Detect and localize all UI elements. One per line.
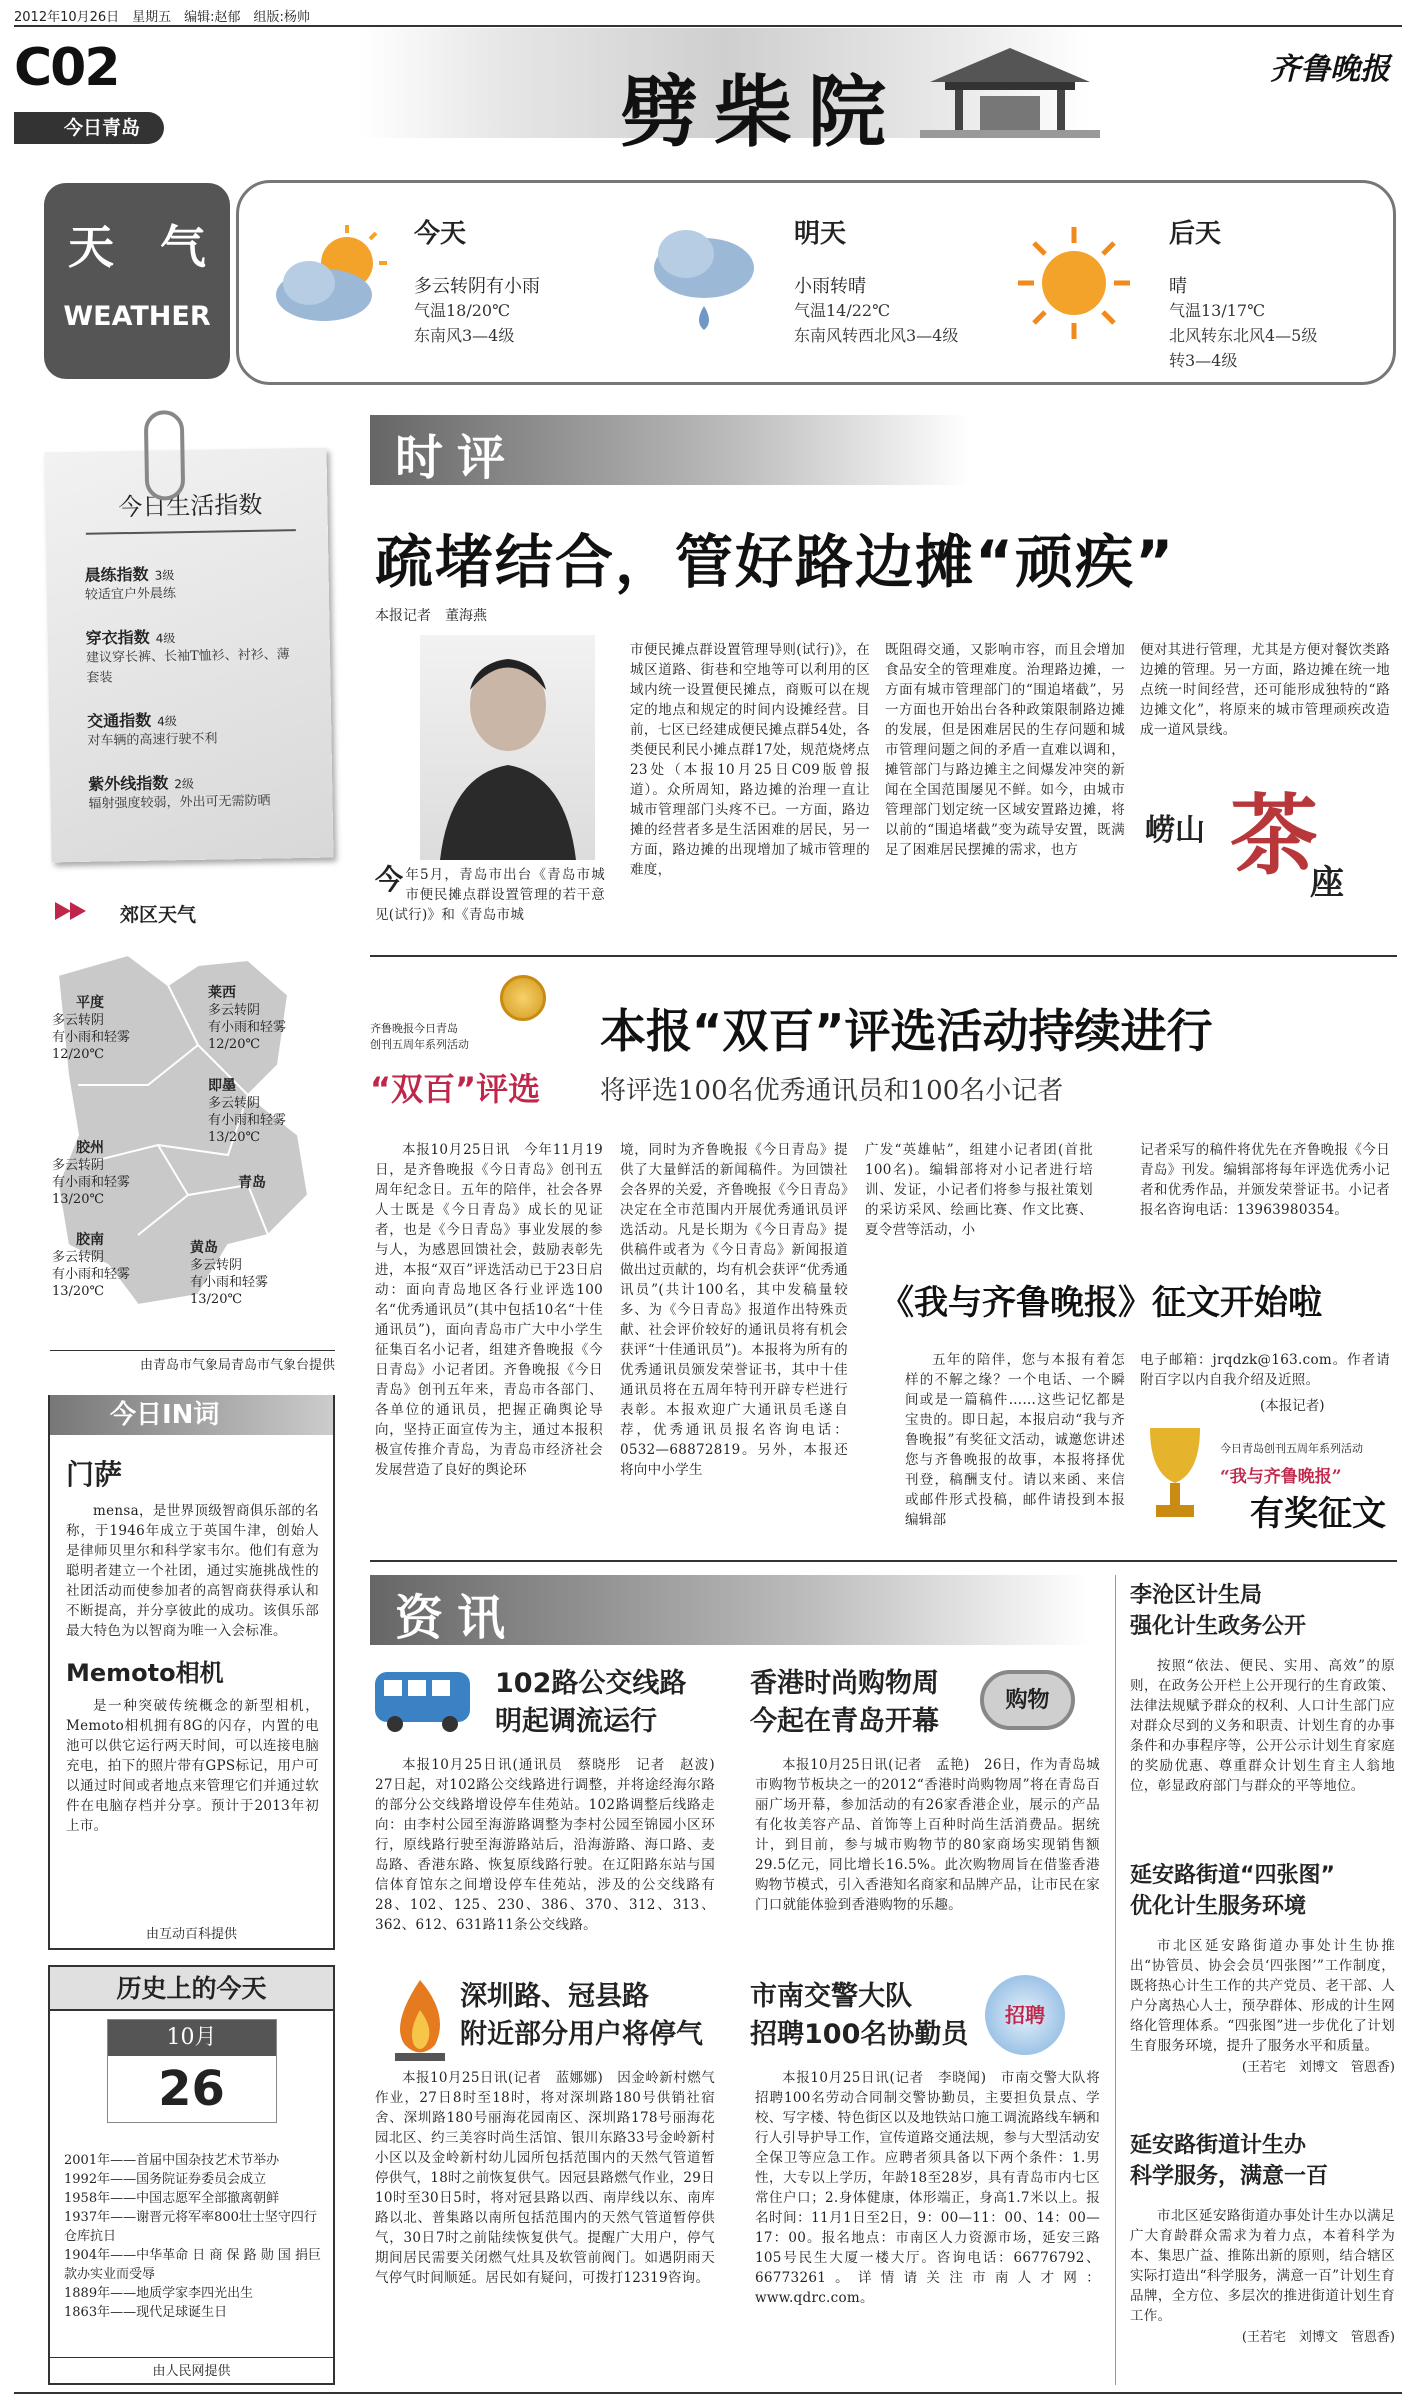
badge-main: “双百”评选: [370, 1070, 541, 1108]
commentary-col-1: [375, 865, 605, 925]
life-index-list: [84, 559, 332, 815]
commentary-byline: 本报记者 董海燕: [375, 608, 487, 624]
badge-line-1: 齐鲁晚报今日青岛: [370, 1022, 458, 1035]
sun-icon: [1014, 223, 1134, 343]
flame-icon: [380, 1975, 460, 2065]
index-level: 2级: [174, 776, 195, 792]
news-title-line: 今起在青岛开幕: [750, 1706, 939, 1737]
region-line: 有小雨和轻雾: [190, 1275, 269, 1290]
paper-name: 齐鲁晚报: [1270, 52, 1390, 87]
recruit-icon: 招聘: [985, 1975, 1065, 2055]
forecast-temp: 气温13/17℃: [1169, 301, 1266, 320]
weather-badge-en: WEATHER: [63, 301, 211, 332]
side-news-title: 李沧区计生局: [1130, 1583, 1263, 1608]
essay-col-2: 电子邮箱：jrqdzk@163.com。作者请附百字以内自我介绍及近照。: [1140, 1352, 1390, 1388]
history-event: 2001年——首届中国杂技艺术节举办: [64, 2153, 280, 2168]
essay-badge: [1140, 1418, 1395, 1548]
shuangbai-col-4: 记者采写的稿件将优先在齐鲁晚报《今日青岛》刊发。编辑部将每年评选优秀小记者和优秀作品，并颁发荣誉证书。小记者报名咨询电话：13963980354。: [1140, 1142, 1390, 1218]
index-desc: 辐射强度较弱，外出可无需防晒: [88, 793, 271, 812]
news-title-line: 招聘100名协勤员: [750, 2019, 969, 2050]
forecast-desc: 晴: [1169, 276, 1187, 297]
right-news-3: [1130, 2130, 1395, 2345]
region-line: 有小雨和轻雾: [208, 1020, 287, 1035]
reporter-photo: [420, 635, 595, 860]
commentary-section-label: 时评: [395, 430, 520, 486]
history-event: 1958年——中国志愿军全部撤离朝鲜: [64, 2191, 280, 2206]
shuangbai-badge: [370, 970, 570, 1110]
news-title-line: 市南交警大队: [750, 1981, 912, 2012]
history-events: [64, 2151, 323, 2322]
news-section-label: 资讯: [395, 1590, 520, 1646]
pavilion-illustration: [920, 30, 1100, 138]
shopping-icon: 购物: [980, 1670, 1075, 1730]
divider: [370, 1560, 1397, 1562]
region-name: 胶州: [76, 1140, 104, 1156]
suburb-arrow-icon-2: [70, 902, 86, 920]
suburb-region: [52, 995, 130, 1063]
side-news-title: 强化计生政务公开: [1130, 1614, 1307, 1639]
commentary-col-3: 既阻碍交通，又影响市容，而且会增加食品安全的管理难度。治理路边摊，一方面有城市管理部门的“围追堵截”，另一方面也开始出台各种政策限制路边摊的发展，但是困难居民的生存问题和城市管理问题之间的矛盾一直难以调和，摊管部门与路边摊主之间爆发冲突的新闻在全国范围屡见不鲜。如今，由城市管理部门划定统一区域安置路边摊，将以前的“围追堵截”变为疏导安置，既满足了困难居民摆摊的需求，也方: [885, 642, 1125, 858]
forecast-wind: 北风转东北风4—5级: [1169, 326, 1318, 345]
weather-badge: [44, 183, 230, 379]
commentary-col-1-text: 年5月，青岛市出台《青岛市城市便民摊点群设置管理的若干意见(试行)》和《青岛市城: [375, 867, 605, 923]
suburb-region: [190, 1240, 268, 1308]
right-news-2: [1130, 1860, 1395, 2075]
trophy-icon: [1140, 1418, 1210, 1528]
essay-credit: (本报记者): [1260, 1398, 1325, 1414]
side-news-body: 按照“依法、便民、实用、高效”的原则，在政务公开栏上公开现行的生育政策、法律法规赋予群众的权利、人口计生部门应对群众尽到的义务和职责、计划生育的办事条件和办事程序等，公开公示计划生育家庭的奖励优惠、尊重群众计划生育主人翁地位，彰显政府部门与群众的平等地位。: [1130, 1658, 1395, 1794]
suburb-region: [208, 1078, 286, 1146]
side-news-credit: (王若宅 刘博文 管恩香): [1241, 2060, 1395, 2075]
history-title: 历史上的今天: [50, 1967, 333, 2011]
region-name: 黄岛: [190, 1240, 218, 1256]
life-index-item: [88, 768, 304, 815]
side-news-title: 科学服务，满意一百: [1130, 2164, 1329, 2189]
reporter-portrait-icon: [420, 635, 595, 860]
news-3-title: [460, 1978, 703, 2054]
vertical-divider: [1115, 1575, 1116, 2385]
cloud-sun-icon: [269, 223, 399, 333]
news-1-body: 本报10月25日讯(通讯员 蔡晓彤 记者 赵波) 27日起，对102路公交线路进行调整，并将途经海尔路的部分公交线路增设停车佳苑站。102路调整后线路走向：由李村公园至海游路调整为李村公园至锦园小区环行，原线路行驶至海游路站后，沿海游路、海口路、麦岛路、香港东路、恢复原线路行驶。在辽阳路东站与国信体育馆东之间增设停车佳苑站，涉及的公交线路有28、102、125、230、386、370、312、313、362、612、631路11条公交线路。: [375, 1757, 729, 1933]
news-section-band: [370, 1575, 1090, 1645]
history-credit: 由人民网提供: [50, 2357, 333, 2379]
section-tag: 今日青岛: [14, 112, 164, 144]
region-line: 多云转阴: [208, 1096, 261, 1111]
index-name: 穿衣指数: [85, 627, 150, 648]
essay-headline: 《我与齐鲁晚报》征文开始啦: [880, 1283, 1322, 1323]
shuangbai-col-1: 本报10月25日讯 今年11月19日，是齐鲁晚报《今日青岛》创刊五周年纪念日。五年的陪伴，社会各界人士既是《今日青岛》成长的见证者，也是《今日青岛》事业发展的参与人，为感恩回馈社会，鼓励表彰先进，本报“双百”评选活动已于23日启动：面向青岛地区各行业评选100名“优秀通讯员”(其中包括10名“十佳通讯员”)，面向青岛市广大中小学生征集百名小记者，组建齐鲁晚报《今日青岛》小记者团。齐鲁晚报《今日青岛》创刊五年来，青岛市各部门、各单位的通讯员，把握正确舆论导向，坚持正面宣传为主，通过本报积极宣传推介青岛，为青岛市经济社会发展营造了良好的舆论环: [375, 1142, 603, 1478]
region-name: 平度: [76, 995, 104, 1011]
commentary-headline: 疏堵结合，管好路边摊“顽疾”: [375, 528, 1176, 596]
shuangbai-col-2: 境，同时为齐鲁晚报《今日青岛》提供了大量鲜活的新闻稿件。为回馈社会各界的关爱，齐鲁晚报《今日青岛》决定在全市范围内开展优秀通讯员评选活动。凡是长期为《今日青岛》提供稿件或者为《今日青岛》新闻报道做出过贡献的，均有机会获评“优秀通讯员”(共计100名，其中发稿量较多、为《今日青岛》报道作出特殊贡献、社会评价较好的通讯员将有机会获评“十佳通讯员”)。本报将为所有的优秀通讯员颁发荣誉证书，其中十佳通讯员将在五周年特刊开辟专栏进行表彰。本报欢迎广大通讯员毛遂自荐，优秀通讯员报名咨询电话：0532—68872819。另外，本报还将向中小学生: [620, 1142, 849, 1478]
life-index-card: [44, 448, 333, 863]
region-line: 13/20℃: [52, 1192, 105, 1207]
suburb-region: [208, 985, 286, 1053]
bus-icon: [370, 1660, 475, 1740]
shuangbai-col-3: 广发“英雄帖”，组建小记者团(首批100名)。编辑部将对小记者进行培训、发证，小记者们将参与报社策划的采访采风、绘画比赛、作文比赛、夏令营等活动，小: [865, 1142, 1093, 1238]
history-event: 1937年——谢晋元将军率800壮士坚守四行仓库抗日: [64, 2210, 317, 2244]
forecast-temp: 气温14/22℃: [794, 301, 891, 320]
commentary-col-4: 便对其进行管理，尤其是方便对餐饮类路边摊的管理。另一方面，路边摊在统一地点统一时间经营，还可能形成独特的“路边摊文化”，将原来的城市管理顽疾改造成一道风景线。: [1140, 642, 1390, 738]
suburb-credit: 由青岛市气象局青岛市气象台提供: [50, 1350, 335, 1373]
side-news-body: 市北区延安路街道办事处计生办以满足广大育龄群众需求为着力点，本着科学为本、集思广益、推陈出新的原则，结合辖区实际打造出“科学服务，满意一百”计划生育品牌，全方位、多层次的推进街道计划生育工作。: [1130, 2208, 1395, 2324]
region-line: 多云转阴: [52, 1013, 105, 1028]
in-words-credit: 由互动百科提供: [145, 1927, 237, 1942]
life-index-title: 今日生活指数: [85, 484, 296, 535]
masthead-rule: [14, 25, 1402, 27]
bottom-rule: [14, 2392, 1402, 2394]
index-level: 3级: [154, 568, 175, 583]
forecast-today: [414, 213, 674, 363]
in-word-1-text: mensa，是世界顶级智商俱乐部的名称，于1946年成立于英国牛津，创始人是律师贝里尔和科学家韦尔。他们有意为聪明者建立一个社团，通过实施挑战性的社团活动而使参加者的高智商获得承认和不断提高，并分享彼此的成功。该俱乐部最大特色为以智商为唯一入会标准。: [66, 1503, 319, 1639]
region-line: 13/20℃: [190, 1292, 243, 1307]
in-words-title: 今日IN词: [50, 1395, 333, 1435]
medal-icon: [500, 975, 546, 1021]
suburb-title: 郊区天气: [120, 904, 197, 926]
region-line: 12/20℃: [52, 1047, 105, 1062]
region-line: 有小雨和轻雾: [208, 1113, 287, 1128]
forecast-day-label: 今天: [414, 219, 467, 249]
region-name: 莱西: [208, 985, 236, 1001]
region-line: 多云转阴: [190, 1258, 243, 1273]
side-news-credit: (王若宅 刘博文 管恩香): [1241, 2330, 1395, 2345]
region-name: 胶南: [76, 1232, 104, 1248]
essay-badge-line: 今日青岛创刊五周年系列活动: [1220, 1442, 1363, 1455]
calendar-page: [107, 2019, 277, 2123]
shuangbai-headline: 本报“双百”评选活动持续进行: [600, 1004, 1213, 1058]
side-news-body: 市北区延安路街道办事处计生协推出“协管员、协会会员‘四张图’”工作制度，既将热心计生工作的共产党员、老干部、人户分离热心人士，预孕群体、形成的计生网络化管理体系。“四张图”进一步优化了计划生育服务环境，提升了服务水平和质量。: [1130, 1938, 1395, 2054]
date-line: 2012年10月26日 星期五 编辑:赵郁 组版:杨帅: [14, 10, 310, 25]
column-title: 劈柴院: [620, 67, 903, 158]
forecast-desc: 多云转阴有小雨: [414, 276, 540, 297]
forecast-desc: 小雨转晴: [794, 276, 866, 297]
forecast-day-label: 明天: [794, 219, 847, 249]
region-line: 13/20℃: [208, 1130, 261, 1145]
news-title-line: 附近部分用户将停气: [460, 2019, 703, 2050]
divider: [370, 955, 1397, 957]
region-name-qingdao: 青岛: [238, 1175, 266, 1191]
in-words-panel: [48, 1395, 335, 1950]
region-line: 多云转阴: [52, 1158, 105, 1173]
suburb-region: [52, 1140, 130, 1208]
news-4-body: 本报10月25日讯(记者 李晓闻) 市南交警大队将招聘100名劳动合同制交警协勤员，主要担负景点、学校、写字楼、特色街区以及地铁站口施工调流路线车辆和行人引导护导工作，宣传道路交通法规，参与大型活动安全保卫等应急工作。应聘者须具备以下两个条件：1.男性，大专以上学历，年龄18至28岁，具有青岛市内七区常住户口；2.身体健康，体形端正，身高1.7米以上。报名时间：11月1日至2日，9：00—11：00、14：00—17：00。报名地点：市南区人力资源市场，延安三路105号民生大厦一楼大厅。咨询电话：66776792、66773261。详情请关注市南人才网：www.qdrc.com。: [755, 2070, 1100, 2306]
history-event: 1889年——地质学家李四光出生: [64, 2286, 254, 2301]
index-name: 晨练指数: [84, 564, 149, 585]
essay-badge-main-2: 有奖征文: [1250, 1494, 1386, 1534]
badge-small-2: 座: [1310, 863, 1344, 903]
index-level: 4级: [155, 631, 176, 646]
forecast-temp: 气温18/20℃: [414, 301, 511, 320]
weather-forecast-box: [236, 180, 1396, 385]
life-index-item: [87, 705, 332, 752]
region-line: 有小雨和轻雾: [52, 1030, 131, 1045]
commentary-section-band: [370, 415, 970, 485]
news-title-line: 香港时尚购物周: [750, 1668, 939, 1699]
region-line: 13/20℃: [52, 1284, 105, 1299]
index-name: 紫外线指数: [88, 773, 169, 794]
forecast-day-after: [1169, 213, 1389, 370]
forecast-wind: 东南风3—4级: [414, 326, 515, 345]
region-line: 多云转阴: [52, 1250, 105, 1265]
paperclip-icon: [144, 410, 186, 501]
history-event: 1992年——国务院证券委员会成立: [64, 2172, 267, 2187]
weather-badge-cn: 天 气: [68, 220, 206, 274]
forecast-tomorrow: [794, 213, 1034, 363]
page-number: C02: [14, 38, 119, 98]
region-name: 即墨: [208, 1078, 236, 1094]
shuangbai-subhead: 将评选100名优秀通讯员和100名小记者: [600, 1076, 1064, 1106]
forecast-wind: 东南风转西北风3—4级: [794, 326, 959, 345]
in-word-2-text: 是一种突破传统概念的新型相机，Memoto相机拥有8G的闪存，内置的电池可以供它运行两天时间，可以连接电脑充电，拍下的照片带有GPS标记，用户可以通过时间或者地点来管理它们并通过软件在电脑存档并分享。预计于2013年初上市。: [66, 1698, 319, 1834]
calendar-month: 10月: [108, 2020, 276, 2056]
laoshan-tea-badge: [1145, 785, 1385, 920]
news-title-line: 深圳路、冠县路: [460, 1981, 649, 2012]
forecast-wind-2: 转3—4级: [1169, 351, 1238, 370]
badge-big: 茶: [1230, 783, 1319, 887]
index-desc: 对车辆的高速行驶不利: [87, 731, 218, 749]
news-4-title: [750, 1978, 968, 2054]
suburb-region: [52, 1232, 130, 1300]
rain-cloud-icon: [644, 218, 764, 348]
news-title-line: 明起调流运行: [495, 1706, 657, 1737]
index-name: 交通指数: [86, 710, 152, 731]
in-word-1: 门萨: [66, 1458, 123, 1491]
region-line: 有小雨和轻雾: [52, 1175, 131, 1190]
index-desc: 建议穿长裤、长袖T恤衫、衬衫、薄套装: [85, 647, 290, 686]
side-news-title: 延安路街道“四张图”: [1130, 1863, 1335, 1888]
news-1-title: [495, 1665, 686, 1741]
badge-line-2: 创刊五周年系列活动: [370, 1038, 469, 1051]
essay-badge-main-1: “我与齐鲁晚报”: [1220, 1467, 1342, 1487]
suburb-arrow-icon: [55, 902, 71, 920]
life-index-item: [85, 622, 301, 689]
side-news-title: 延安路街道计生办: [1130, 2133, 1307, 2158]
side-news-title: 优化计生服务环境: [1130, 1894, 1307, 1919]
drop-cap: 今: [375, 863, 404, 896]
right-news-1: [1130, 1580, 1395, 1796]
index-desc: 较适宜户外晨练: [84, 586, 177, 603]
badge-small: 崂山: [1145, 813, 1205, 848]
news-title-line: 102路公交线路: [495, 1668, 687, 1699]
in-word-2: Memoto相机: [66, 1659, 224, 1687]
history-event: 1863年——现代足球诞生日: [64, 2305, 228, 2320]
index-level: 4级: [157, 714, 177, 729]
news-2-body: 本报10月25日讯(记者 孟艳) 26日，作为青岛城市购物节板块之一的2012“香港时尚购物周”将在青岛百丽广场开幕，参加活动的有26家香港企业，展示的产品有化妆美容产品、首饰等上百种时尚生活消费品。据统计，到目前，参与城市购物节的80家商场实现销售额29.5亿元，同比增长16.5%。此次购物周旨在借鉴香港购物节模式，引入香港知名商家和品牌产品，让市民在家门口就能体验到香港购物的乐趣。: [755, 1757, 1100, 1913]
forecast-day-label: 后天: [1169, 219, 1222, 249]
news-2-title: [750, 1665, 939, 1741]
history-event: 1904年——中华革命 日 商 保 路 勋 国 捐巨款办实业而受辱: [64, 2248, 322, 2282]
calendar-day: 26: [158, 2061, 225, 2117]
region-line: 12/20℃: [208, 1037, 261, 1052]
life-index-item: [84, 559, 329, 606]
region-line: 有小雨和轻雾: [52, 1267, 131, 1282]
region-line: 多云转阴: [208, 1003, 261, 1018]
history-panel: [48, 1965, 335, 2385]
news-3-body: 本报10月25日讯(记者 蓝娜娜) 因金岭新村燃气作业，27日8时至18时，将对深圳路180号供销社宿舍、深圳路180号丽海花园南区、深圳路178号丽海花园北区、约三美容时尚生活馆、银川东路33号金岭新村小区以及金岭新村幼儿园所包括范围内的天然气管道暂停供气，18时之前恢复供气。因冠县路燃气作业，29日10时至30日5时，将对冠县路以西、南岸线以东、南库路以北、普集路以南所包括范围内的天然气管道暂停供气，30日7时之前陆续恢复供气。提醒广大用户，停气期间居民需要关闭燃气灶具及软管前阀门。如遇阴雨天气停气时间顺延。居民如有疑问，可拨打12319咨询。: [375, 2070, 715, 2286]
essay-col-1: 五年的陪伴，您与本报有着怎样的不解之缘？一个电话、一个瞬间或是一篇稿件……这些记忆都是宝贵的。即日起，本报启动“我与齐鲁晚报”有奖征文活动，诚邀您讲述您与齐鲁晚报的故事，本报将择优刊登，稿酬支付。请以来函、来信或邮件形式投稿，邮件请投到本报编辑部: [905, 1352, 1125, 1528]
commentary-col-2: 市便民摊点群设置管理导则(试行)》，在城区道路、街巷和空地等可以利用的区域内统一设置便民摊点，商贩可以在规定的地点和规定的时间内设摊经营。目前，七区已经建成便民摊点群54处，各类便民利民小摊点群17处，规范烧烤点23处（本报10月25日C09版曾报道）。众所周知，路边摊的治理一直让城市管理部门头疼不已。一方面，路边摊的经营者多是生活困难的居民，另一方面，路边摊的出现增加了城市管理的难度，: [630, 642, 870, 878]
